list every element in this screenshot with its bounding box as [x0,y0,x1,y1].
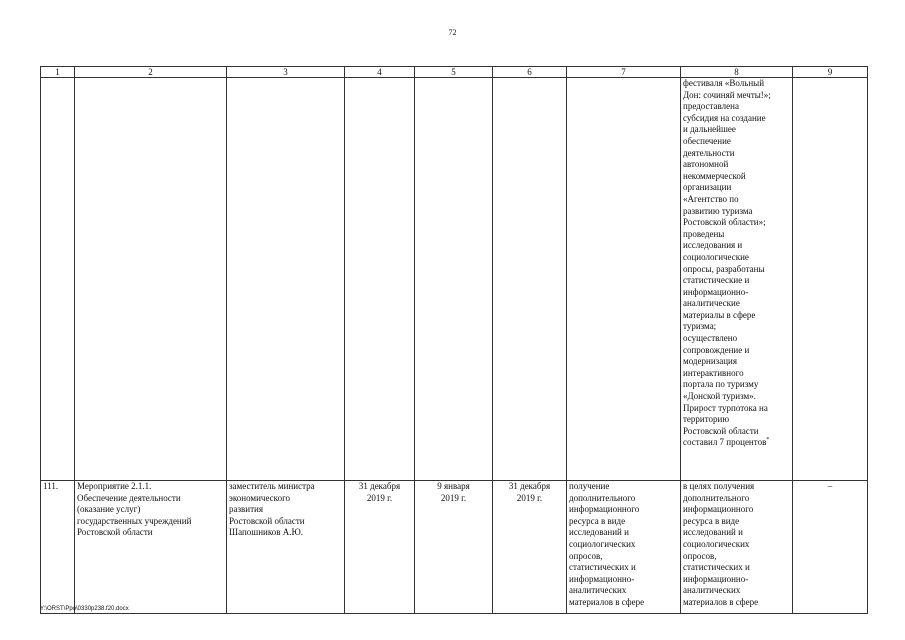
footer-file-path: Y:\ORST\Ppo\0330p238.f20.docx [40,606,129,612]
actual-start-date: 9 января 2019 г. [415,481,493,614]
header-col-4: 4 [345,67,415,78]
header-col-8: 8 [681,67,793,78]
table-row-111 [41,481,868,614]
footnote-mark: * [766,437,770,444]
continued-result-cell [681,78,793,481]
header-col-6: 6 [493,67,567,78]
header-col-2: 2 [75,67,227,78]
page-number: 72 [448,28,457,37]
row-number: 111. [41,481,75,614]
header-col-9: 9 [793,67,868,78]
report-table [40,66,868,614]
table-row-continued [41,78,868,481]
header-col-3: 3 [227,67,345,78]
continued-result-text: фестиваля «Вольный Дон: сочиняй мечты!»; предоставлена субсидия на создание и дальнейшее обеспечение деятельности автономной некоммерческой организации «Агентство по развитию туризма Ростовской области»; проведены исследования и социологические опросы, разработаны статистические и информационно- аналитические материалы в сфере туризма; осуществлено сопровождение и модернизация интерактивного портала по туризму «Донской туризм». Прирост турпотока на территорию Ростовской области составил 7 процентов [683,78,771,448]
header-col-5: 5 [415,67,493,78]
table-header-row [41,67,868,78]
header-col-1: 1 [41,67,75,78]
planned-result: получение дополнительного информационного ресурса в виде исследований и социологических опросов, статистических и информационно- аналитических материалов в сфере [567,481,681,614]
planned-end-date: 31 декабря 2019 г. [345,481,415,614]
actual-end-date: 31 декабря 2019 г. [493,481,567,614]
header-col-7: 7 [567,67,681,78]
actual-result: в целях получения дополнительного информационного ресурса в виде исследований и социологических опросов, статистических и информационно- аналитических материалов в сфере [681,481,793,614]
activity-name: Мероприятие 2.1.1. Обеспечение деятельности (оказание услуг) государственных учреждений Ростовской области [75,481,227,614]
responsible-person: заместитель министра экономического развития Ростовской области Шапошников А.Ю. [227,481,345,614]
deviation-reason: – [793,481,868,614]
